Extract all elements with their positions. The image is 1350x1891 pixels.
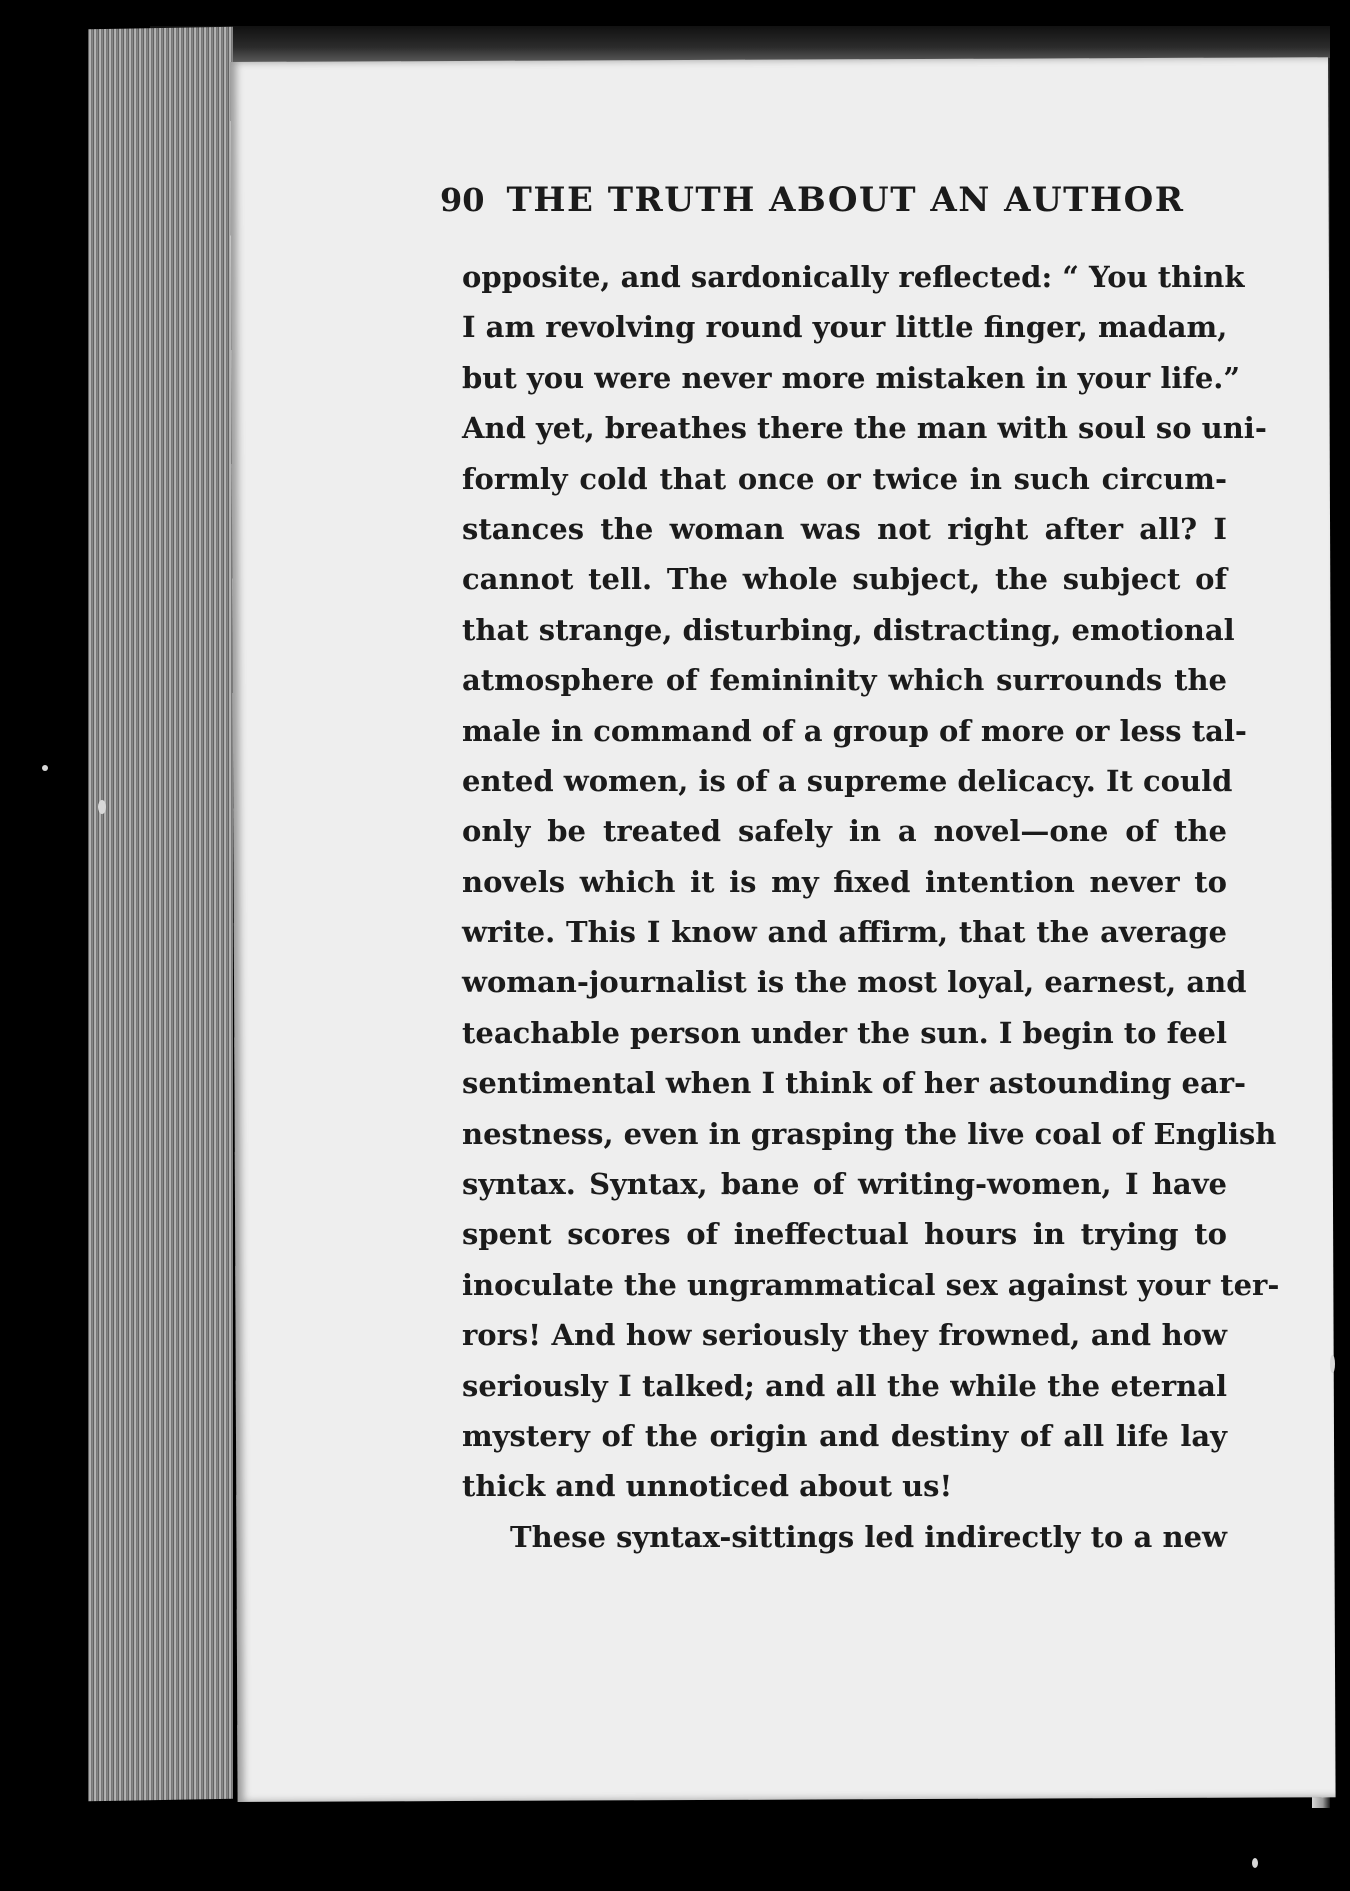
text-line: cannot tell. The whole subject, the subject of: [462, 562, 1227, 597]
text-line: I am revolving round your little finger, madam,: [462, 310, 1228, 345]
text-line: rors! And how seriously they frowned, and how: [462, 1318, 1227, 1353]
text-line: write. This I know and affirm, that the average: [462, 915, 1227, 950]
text-line: atmosphere of femininity which surrounds the: [462, 663, 1227, 698]
text-line: seriously I talked; and all the while the eternal: [462, 1368, 1227, 1403]
text-line: formly cold that once or twice in such circum-: [462, 461, 1227, 496]
running-head: [440, 180, 1185, 220]
dust-speck: [1252, 1858, 1258, 1868]
paragraph-start-line: These syntax-sittings led indirectly to a new: [510, 1519, 1227, 1554]
text-line: woman-journalist is the most loyal, earnest, and: [462, 965, 1247, 1000]
text-line: And yet, breathes there the man with soul so uni-: [462, 411, 1267, 446]
dust-speck: [42, 765, 48, 771]
text-line: but you were never more mistaken in your life.”: [462, 360, 1241, 395]
text-line: inoculate the ungrammatical sex against your ter-: [462, 1267, 1280, 1302]
text-line: nestness, even in grasping the live coal of English: [462, 1116, 1277, 1151]
text-line: opposite, and sardonically reflected: “ You think: [462, 260, 1245, 294]
running-head-title: THE TRUTH ABOUT AN AUTHOR: [506, 180, 1185, 220]
text-line: stances the woman was not right after all? I: [462, 511, 1227, 546]
book-page-edges: [88, 27, 233, 1802]
body-text: [462, 252, 1280, 1562]
dust-speck: [1330, 1355, 1335, 1373]
text-line: sentimental when I think of her astounding ear-: [462, 1066, 1247, 1101]
text-line: novels which it is my fixed intention never to: [462, 864, 1227, 899]
text-line: ented women, is of a supreme delicacy. It could: [462, 763, 1233, 798]
text-line: mystery of the origin and destiny of all life lay: [462, 1418, 1227, 1453]
text-line: that strange, disturbing, distracting, emotional: [462, 612, 1235, 647]
paragraph-end-line: thick and unnoticed about us!: [462, 1469, 953, 1504]
text-line: syntax. Syntax, bane of writing-women, I have: [462, 1167, 1227, 1202]
text-line: spent scores of ineffectual hours in trying to: [462, 1217, 1227, 1252]
page-number: 90: [440, 181, 485, 219]
text-line: teachable person under the sun. I begin to feel: [462, 1015, 1227, 1050]
text-line: male in command of a group of more or less tal-: [462, 713, 1247, 748]
text-line: only be treated safely in a novel—one of the: [462, 814, 1227, 849]
dust-speck: [98, 800, 106, 814]
